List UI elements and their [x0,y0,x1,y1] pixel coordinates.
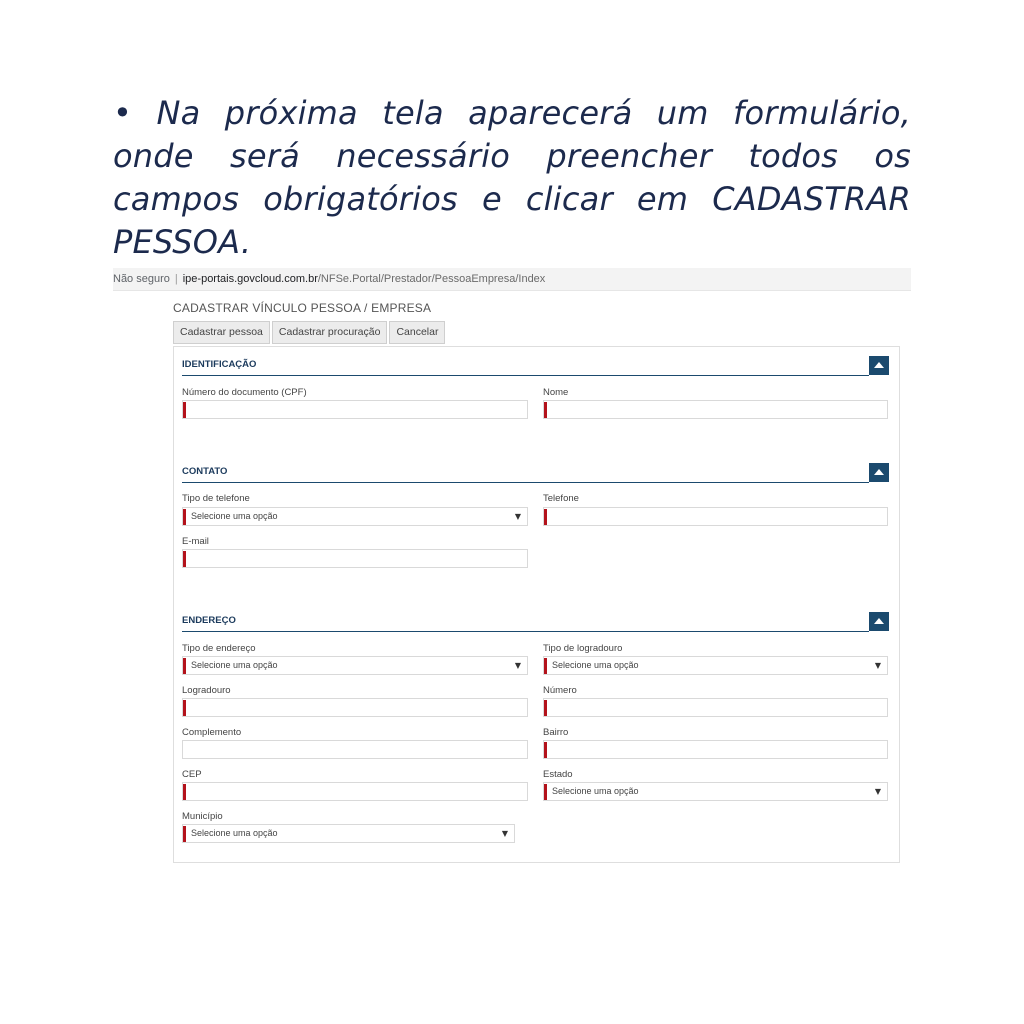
caret-down-icon: ▼ [874,787,881,796]
numero-input[interactable] [543,698,888,717]
instruction-text: • Na próxima tela aparecerá um formulário, onde será necessário preencher todos os campos obrigatórios e clicar em CADASTRAR PESSOA. [113,94,911,261]
email-label: E-mail [182,536,209,547]
security-status: Não seguro [113,273,170,285]
section-title-endereco: ENDEREÇO [182,615,236,626]
collapse-endereco-icon[interactable] [869,612,889,631]
caret-down-icon: ▼ [514,661,521,670]
municipio-select[interactable] [182,824,515,843]
nome-label: Nome [543,387,569,398]
cadastrar-pessoa-button[interactable]: Cadastrar pessoa [173,321,270,344]
tipo-logradouro-value: Selecione uma opção [552,660,639,670]
estado-select[interactable] [543,782,888,801]
caret-down-icon: ▼ [514,512,521,521]
bairro-input[interactable] [543,740,888,759]
toolbar [173,321,447,344]
estado-label: Estado [543,769,573,780]
section-title-contato: CONTATO [182,466,228,477]
tipo-logradouro-select[interactable] [543,656,888,675]
municipio-value: Selecione uma opção [191,828,278,838]
tipo-logradouro-label: Tipo de logradouro [543,643,623,654]
tipo-telefone-select[interactable] [182,507,528,526]
section-divider-endereco [182,631,869,632]
url-path: /NFSe.Portal/Prestador/PessoaEmpresa/Index [317,273,546,285]
logradouro-input[interactable] [182,698,528,717]
nome-input[interactable] [543,400,888,419]
cancelar-button[interactable]: Cancelar [389,321,445,344]
caret-down-icon: ▼ [874,661,881,670]
url-host: ipe-portais.govcloud.com.br [182,273,318,285]
cep-input[interactable] [182,782,528,801]
section-divider-contato [182,482,869,483]
collapse-identificacao-icon[interactable] [869,356,889,375]
tipo-endereco-label: Tipo de endereço [182,643,256,654]
address-separator: | [174,273,178,285]
complemento-label: Complemento [182,727,242,738]
telefone-input[interactable] [543,507,888,526]
collapse-contato-icon[interactable] [869,463,889,482]
section-divider-identificacao [182,375,869,376]
tipo-telefone-value: Selecione uma opção [191,511,278,521]
cep-label: CEP [182,769,202,780]
telefone-label: Telefone [543,493,579,504]
section-title-identificacao: IDENTIFICAÇÃO [182,359,257,370]
tipo-endereco-value: Selecione uma opção [191,660,278,670]
logradouro-label: Logradouro [182,685,231,696]
caret-down-icon: ▼ [501,829,508,838]
municipio-label: Município [182,811,223,822]
tipo-endereco-select[interactable] [182,656,528,675]
numero-label: Número [543,685,577,696]
cadastrar-procuracao-button[interactable]: Cadastrar procuração [272,321,388,344]
bairro-label: Bairro [543,727,569,738]
estado-value: Selecione uma opção [552,786,639,796]
email-input[interactable] [182,549,528,568]
cpf-input[interactable] [182,400,528,419]
page-title: CADASTRAR VÍNCULO PESSOA / EMPRESA [173,301,432,315]
address-bar[interactable] [113,268,911,291]
tipo-telefone-label: Tipo de telefone [182,493,250,504]
cpf-label: Número do documento (CPF) [182,387,307,398]
complemento-input[interactable] [182,740,528,759]
